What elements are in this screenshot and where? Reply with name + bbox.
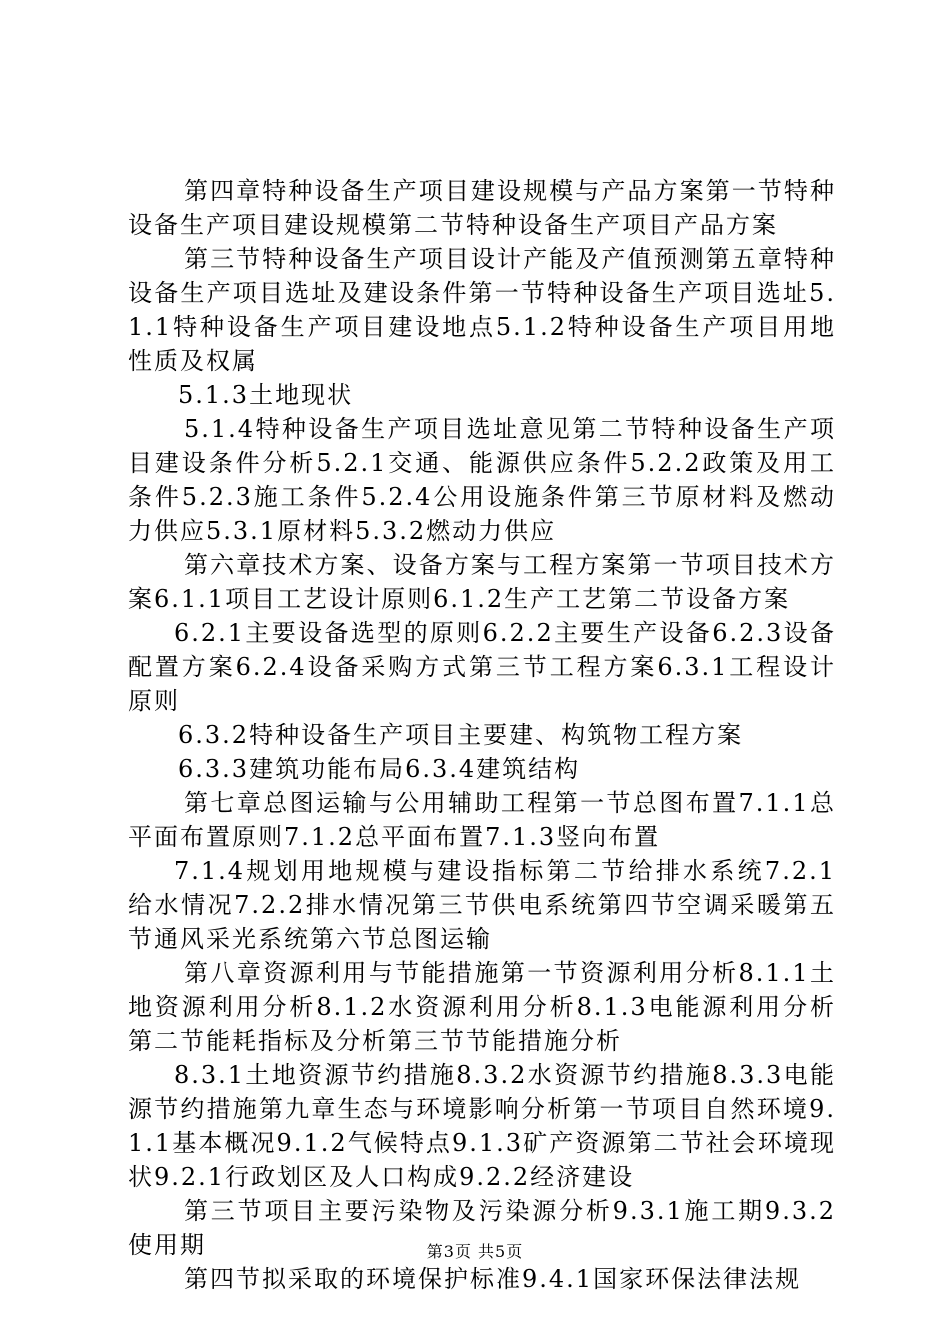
paragraph: 6.3.2特种设备生产项目主要建、构筑物工程方案 xyxy=(178,721,744,749)
paragraph: 5.1.3土地现状 xyxy=(178,381,354,409)
paragraph: 6.2.1主要设备选型的原则6.2.2主要生产设备6.2.3设备配置方案6.2.4设备采购方式第三节工程方案6.3.1工程设计原则 xyxy=(128,619,836,715)
paragraph: 第七章总图运输与公用辅助工程第一节总图布置7.1.1总平面布置原则7.1.2总平面布置7.1.3竖向布置 xyxy=(128,789,836,851)
paragraph: 7.1.4规划用地规模与建设指标第二节给排水系统7.2.1给水情况7.2.2排水情况第三节供电系统第四节空调采暖第五节通风采光系统第六节总图运输 xyxy=(128,857,836,953)
paragraph: 第八章资源利用与节能措施第一节资源利用分析8.1.1土地资源利用分析8.1.2水资源利用分析8.1.3电能源利用分析第二节能耗指标及分析第三节节能措施分析 xyxy=(128,959,836,1055)
document-body xyxy=(128,174,836,1296)
paragraph: 8.3.1土地资源节约措施8.3.2水资源节约措施8.3.3电能源节约措施第九章生态与环境影响分析第一节项目自然环境9.1.1基本概况9.1.2气候特点9.1.3矿产资源第二节社会环境现状9.2.1行政划区及人口构成9.2.2经济建设 xyxy=(128,1061,836,1191)
paragraph: 第三节项目主要污染物及污染源分析9.3.1施工期9.3.2使用期 xyxy=(128,1197,836,1259)
paragraph: 第四节拟采取的环境保护标准9.4.1国家环保法律法规 xyxy=(184,1265,802,1293)
paragraph: 第三节特种设备生产项目设计产能及产值预测第五章特种设备生产项目选址及建设条件第一节特种设备生产项目选址5.1.1特种设备生产项目建设地点5.1.2特种设备生产项目用地性质及权属 xyxy=(128,245,836,375)
paragraph: 第六章技术方案、设备方案与工程方案第一节项目技术方案6.1.1项目工艺设计原则6.1.2生产工艺第二节设备方案 xyxy=(128,551,836,613)
paragraph: 第四章特种设备生产项目建设规模与产品方案第一节特种设备生产项目建设规模第二节特种设备生产项目产品方案 xyxy=(128,177,836,239)
paragraph: 6.3.3建筑功能布局6.3.4建筑结构 xyxy=(178,755,581,783)
page-number-footer: 第3页 共5页 xyxy=(426,1242,524,1261)
paragraph: 5.1.4特种设备生产项目选址意见第二节特种设备生产项目建设条件分析5.2.1交通、能源供应条件5.2.2政策及用工条件5.2.3施工条件5.2.4公用设施条件第三节原材料及燃动力供应5.3.1原材料5.3.2燃动力供应 xyxy=(128,415,836,545)
